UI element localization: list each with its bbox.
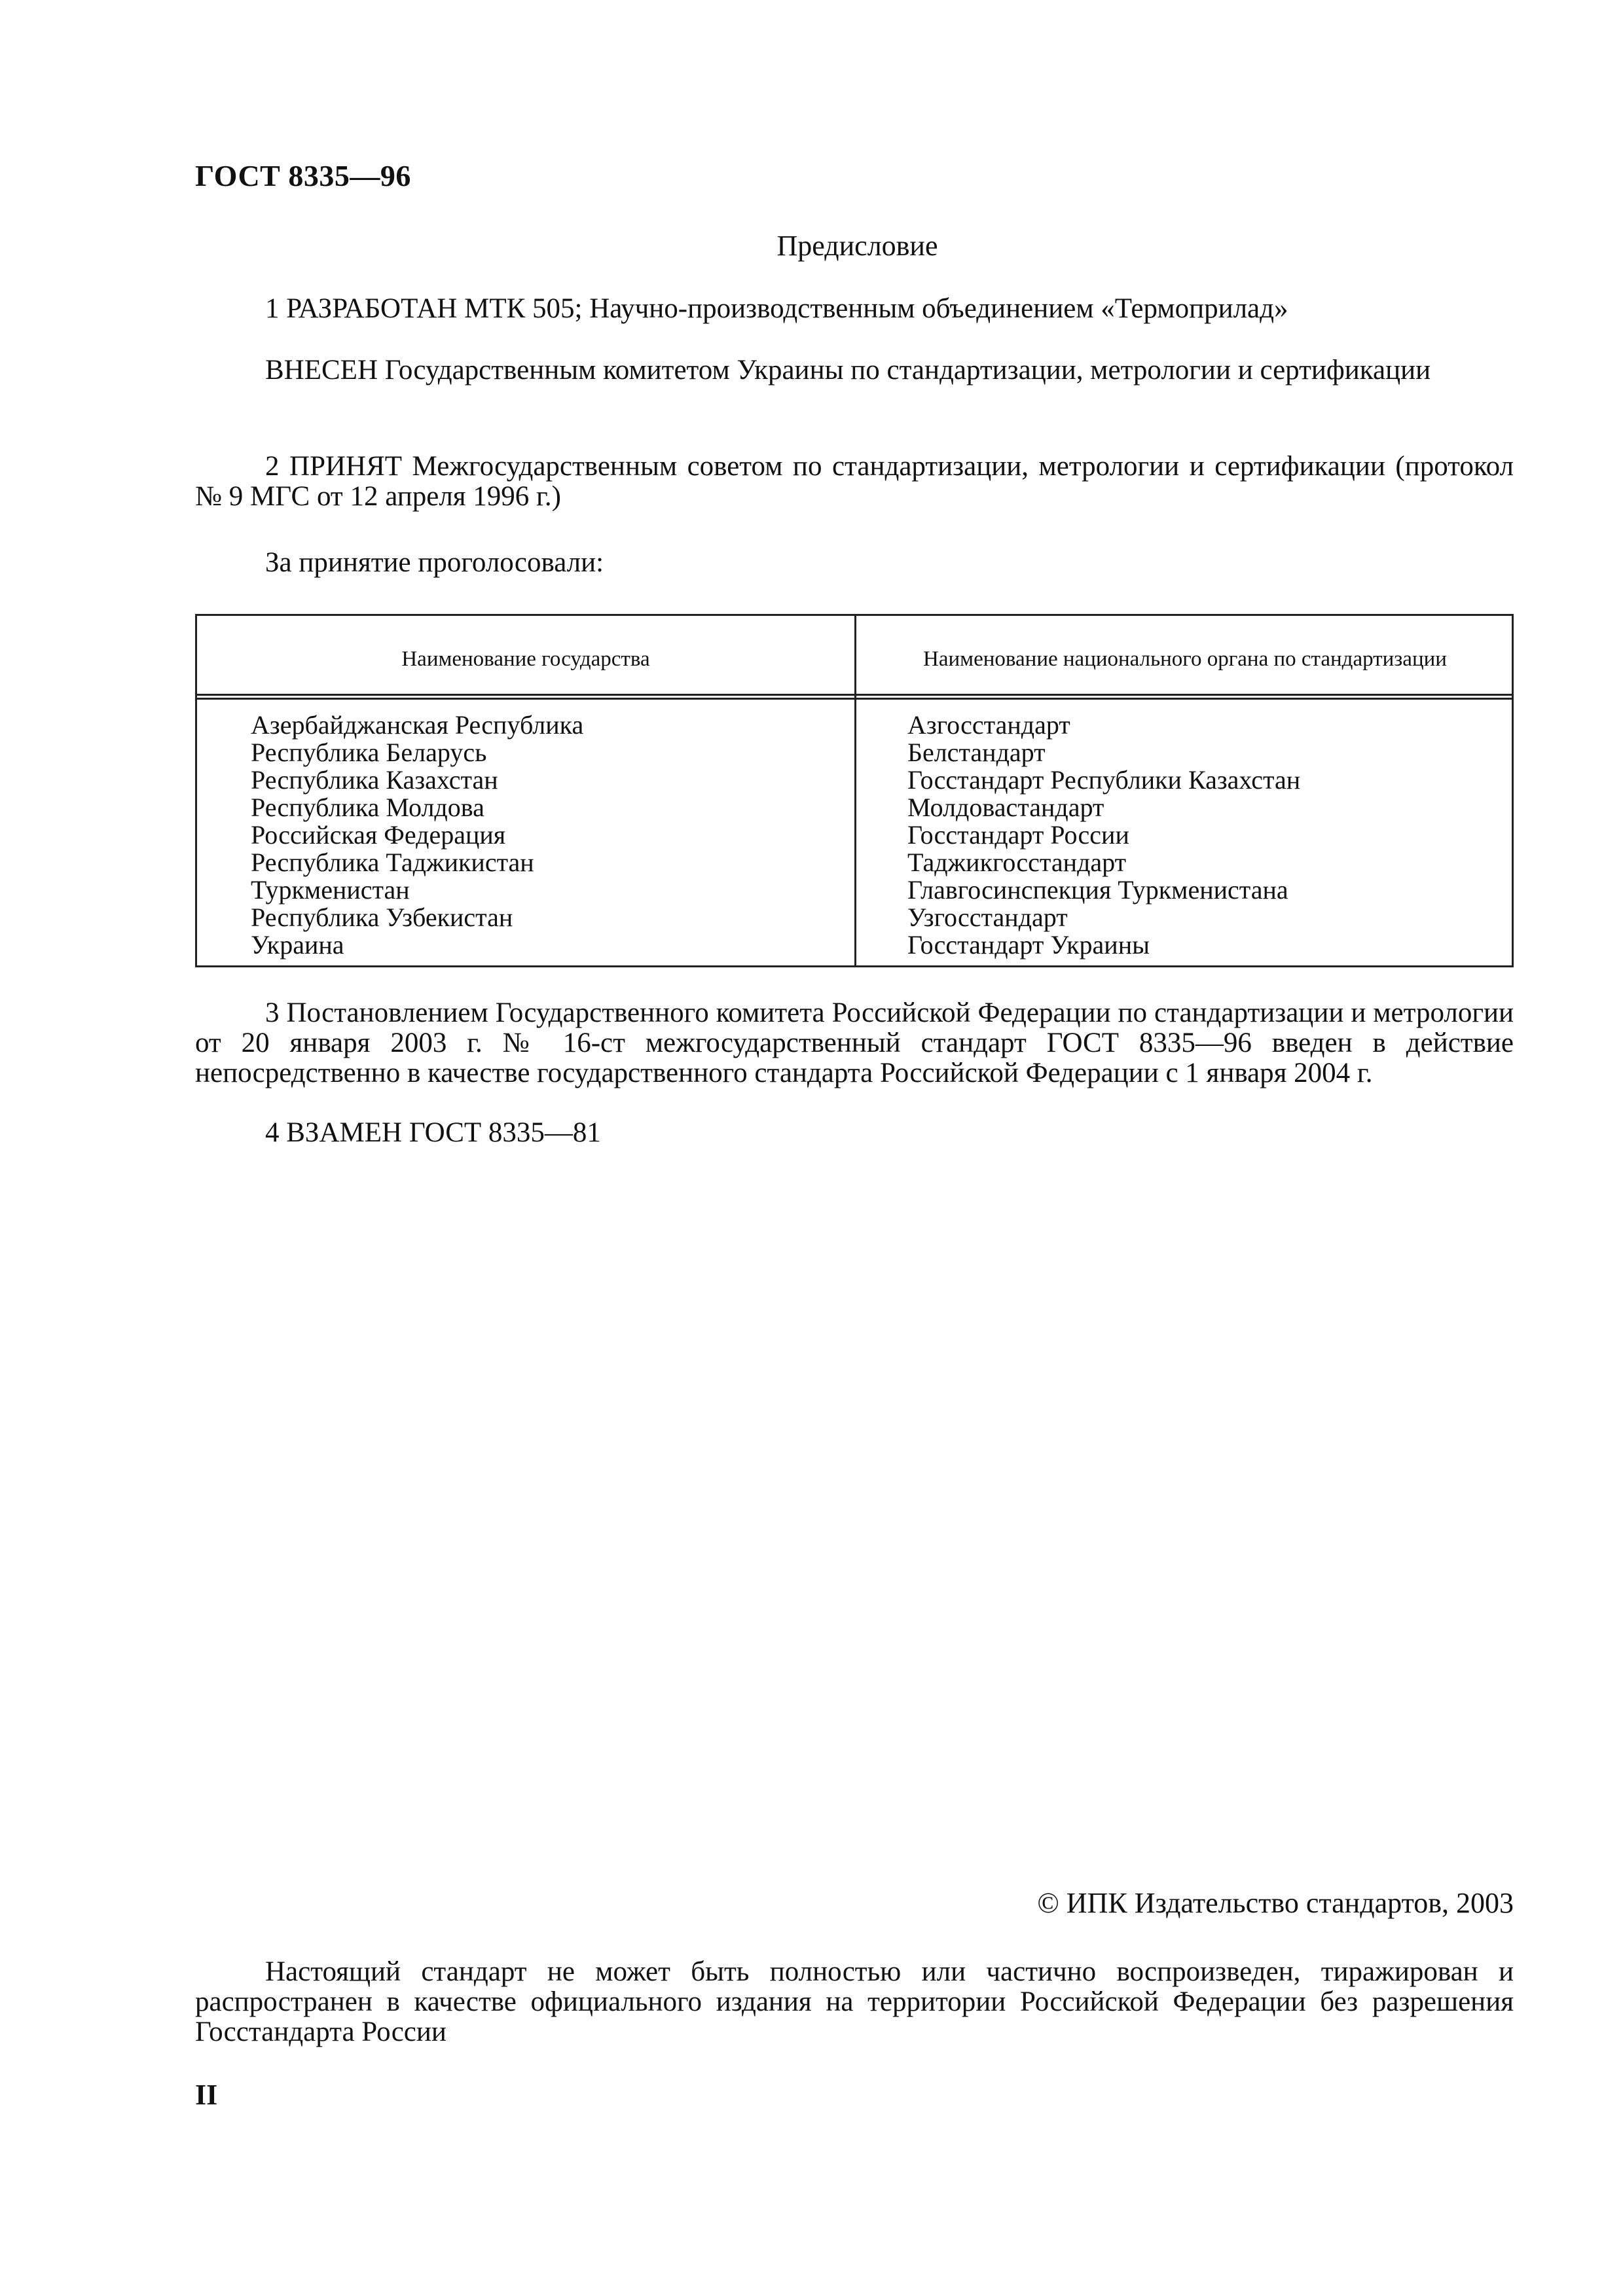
- table-cell-state: Азербайджанская Республика: [251, 710, 584, 740]
- table-cell-body: Азгосстандарт: [907, 710, 1070, 740]
- table-header-divider-double: [197, 698, 1512, 700]
- paragraph-voted: За принятие проголосовали:: [265, 547, 604, 578]
- table-cell-body: Таджикгосстандарт: [907, 848, 1127, 877]
- paragraph-decree: 3 Постановлением Государственного комитета Российской Федерации по стандартизации и метрологии от 20 января 2003 г. № 16-ст межгосударственный стандарт ГОСТ 8335—96 введен в действие непосредственно в качестве государственного стандарта Российской Федерации с 1 января 2004 г.: [195, 997, 1514, 1088]
- table-cell-state: Республика Узбекистан: [251, 903, 513, 932]
- table-cell-state: Республика Молдова: [251, 793, 484, 822]
- table-cell-body: Госстандарт Республики Казахстан: [907, 765, 1301, 795]
- table-cell-state: Республика Казахстан: [251, 765, 498, 795]
- document-code: ГОСТ 8335—96: [195, 159, 411, 192]
- table-cell-state: Туркменистан: [251, 875, 410, 905]
- table-cell-body: Госстандарт Украины: [907, 930, 1150, 960]
- table-column-bodies: [907, 711, 1300, 959]
- reproduction-notice: Настоящий стандарт не может быть полностью или частично воспроизведен, тиражирован и распространен в качестве официального издания на территории Российской Федерации без разрешения Госстандарта России: [195, 1956, 1514, 2047]
- page-title: Предисловие: [776, 230, 938, 262]
- table-cell-state: Украина: [251, 930, 344, 960]
- table-cell-body: Молдовастандарт: [907, 793, 1104, 822]
- paragraph-introduced: ВНЕСЕН Государственным комитетом Украины по стандартизации, метрологии и сертификации: [265, 355, 1431, 386]
- paragraph-replaces: 4 ВЗАМЕН ГОСТ 8335—81: [265, 1117, 601, 1148]
- table-cell-state: Республика Беларусь: [251, 738, 487, 767]
- table-cell-body: Узгосстандарт: [907, 903, 1068, 932]
- table-column-states: [251, 711, 583, 959]
- voting-table: [195, 614, 1514, 967]
- paragraph-developed: 1 РАЗРАБОТАН МТК 505; Научно-производственным объединением «Термоприлад»: [265, 293, 1288, 324]
- table-header-divider: [197, 694, 1512, 696]
- table-cell-body: Белстандарт: [907, 738, 1046, 767]
- table-cell-body: Главгосинспекция Туркменистана: [907, 875, 1288, 905]
- table-header-body: Наименование национального органа по стандартизации: [923, 647, 1447, 671]
- page-number: II: [195, 2079, 218, 2111]
- paragraph-adopted: 2 ПРИНЯТ Межгосударственным советом по стандартизации, метрологии и сертификации (протокол № 9 МГС от 12 апреля 1996 г.): [195, 451, 1514, 512]
- copyright-notice: © ИПК Издательство стандартов, 2003: [1037, 1887, 1514, 1919]
- table-cell-state: Республика Таджикистан: [251, 848, 534, 877]
- table-cell-body: Госстандарт России: [907, 820, 1129, 850]
- table-header-state: Наименование государства: [401, 647, 650, 671]
- table-cell-state: Российская Федерация: [251, 820, 506, 850]
